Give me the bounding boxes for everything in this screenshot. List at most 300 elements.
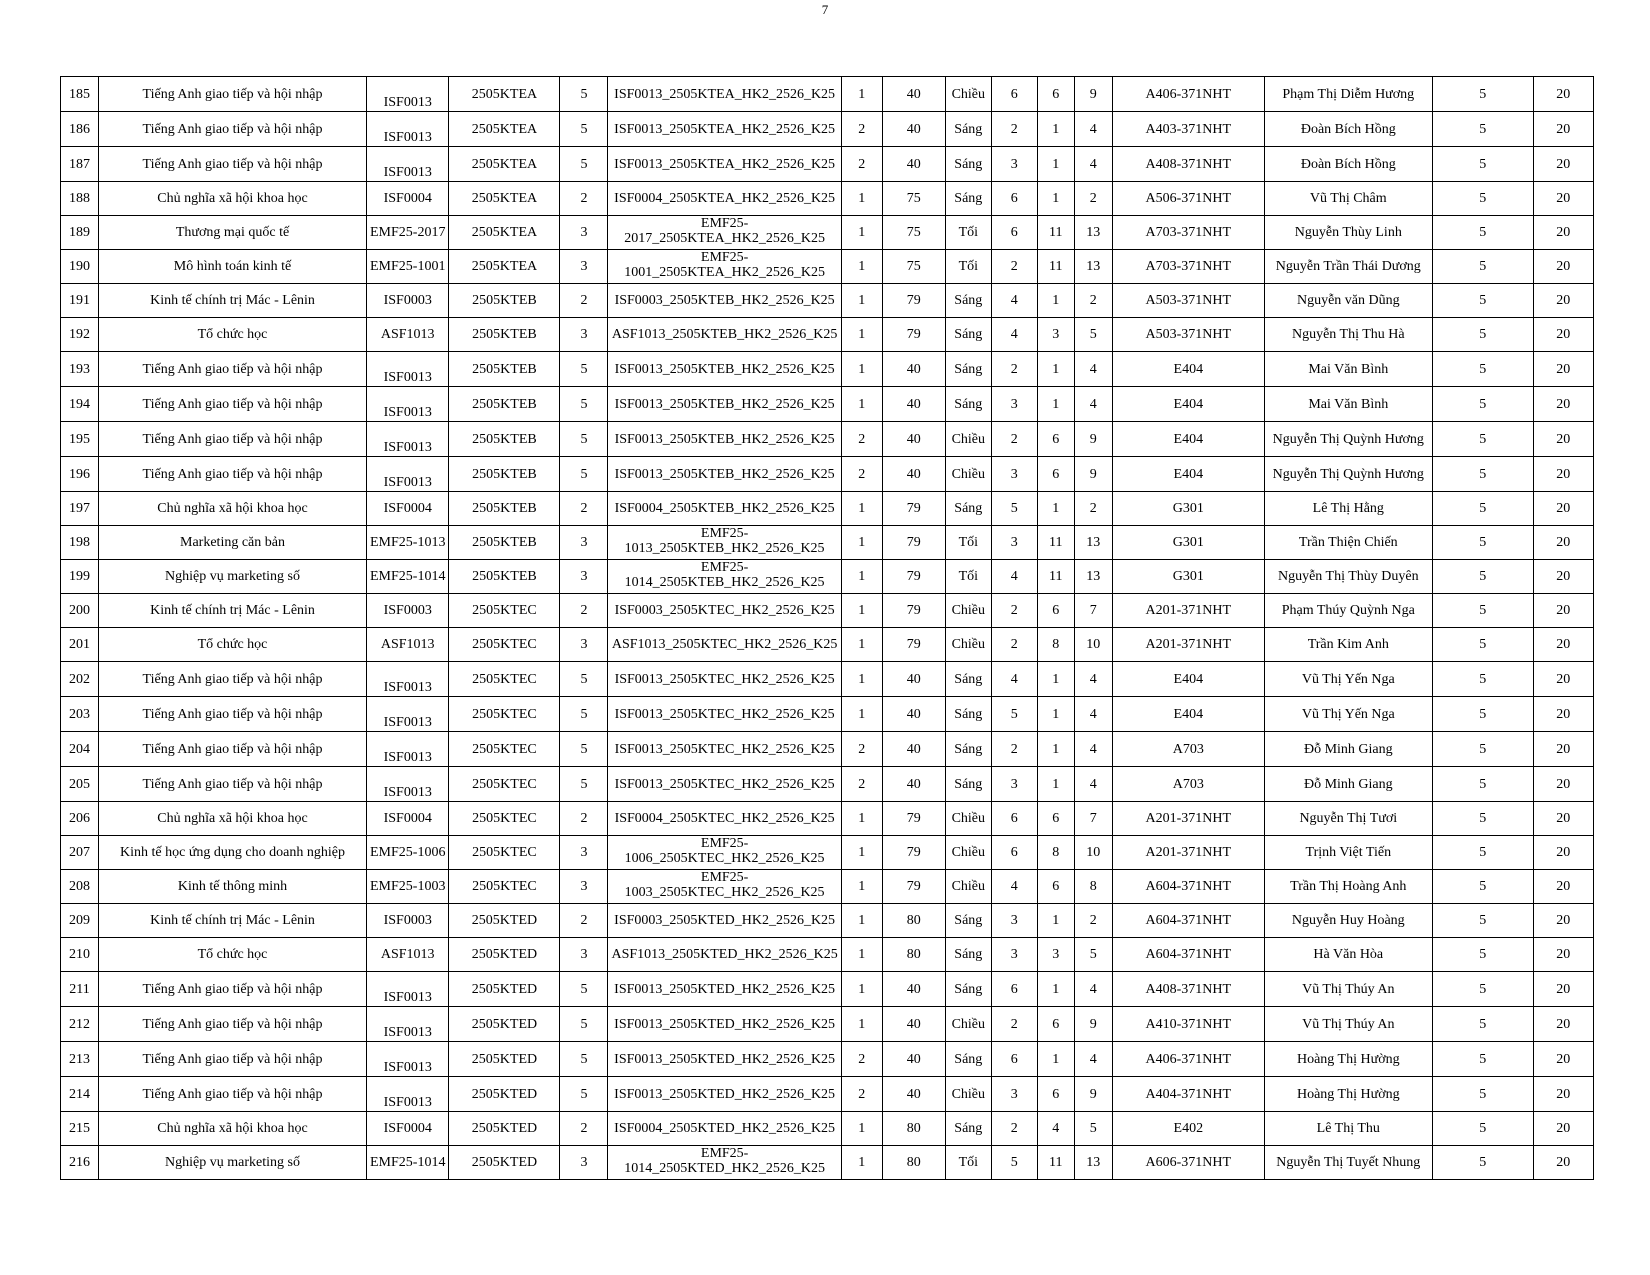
group-cell: 1 bbox=[841, 662, 882, 697]
group-cell: 2 bbox=[841, 422, 882, 457]
row-number-cell: 186 bbox=[61, 112, 99, 147]
group-cell: 1 bbox=[841, 836, 882, 870]
student-count-cell: 40 bbox=[882, 972, 945, 1007]
lecturer-cell: Mai Văn Bình bbox=[1264, 352, 1432, 387]
value-b-cell: 20 bbox=[1533, 1146, 1593, 1180]
credits-cell: 5 bbox=[560, 387, 608, 422]
course-code-cell: ASF1013 bbox=[367, 938, 449, 972]
credits-cell: 3 bbox=[560, 628, 608, 662]
lecturer-cell: Trần Kim Anh bbox=[1264, 628, 1432, 662]
end-period-cell: 2 bbox=[1074, 284, 1112, 318]
value-b-cell: 20 bbox=[1533, 1007, 1593, 1042]
credits-cell: 3 bbox=[560, 1146, 608, 1180]
weekday-cell: 3 bbox=[991, 1077, 1037, 1112]
course-name-cell: Tiếng Anh giao tiếp và hội nhập bbox=[99, 697, 367, 732]
value-b-cell: 20 bbox=[1533, 560, 1593, 594]
value-b-cell: 20 bbox=[1533, 904, 1593, 938]
end-period-cell: 2 bbox=[1074, 904, 1112, 938]
class-id-cell: 2505KTEB bbox=[449, 284, 560, 318]
row-number-cell: 188 bbox=[61, 182, 99, 216]
start-period-cell: 6 bbox=[1037, 594, 1074, 628]
value-b-cell: 20 bbox=[1533, 1112, 1593, 1146]
row-number-cell: 216 bbox=[61, 1146, 99, 1180]
end-period-cell: 9 bbox=[1074, 1077, 1112, 1112]
credits-cell: 2 bbox=[560, 284, 608, 318]
end-period-cell: 10 bbox=[1074, 628, 1112, 662]
credits-cell: 5 bbox=[560, 112, 608, 147]
weekday-cell: 2 bbox=[991, 112, 1037, 147]
row-number-cell: 193 bbox=[61, 352, 99, 387]
credits-cell: 2 bbox=[560, 182, 608, 216]
session-cell: Tối bbox=[945, 526, 991, 560]
group-cell: 1 bbox=[841, 387, 882, 422]
course-code-cell: ISF0013 bbox=[367, 1077, 449, 1112]
group-cell: 1 bbox=[841, 594, 882, 628]
row-number-cell: 200 bbox=[61, 594, 99, 628]
class-section-code-cell: ISF0003_2505KTED_HK2_2526_K25 bbox=[608, 904, 841, 938]
credits-cell: 5 bbox=[560, 352, 608, 387]
course-code-cell: ISF0013 bbox=[367, 662, 449, 697]
value-a-cell: 5 bbox=[1432, 662, 1533, 697]
value-a-cell: 5 bbox=[1432, 870, 1533, 904]
session-cell: Chiều bbox=[945, 836, 991, 870]
session-cell: Sáng bbox=[945, 1112, 991, 1146]
value-a-cell: 5 bbox=[1432, 767, 1533, 802]
session-cell: Chiều bbox=[945, 422, 991, 457]
end-period-cell: 13 bbox=[1074, 560, 1112, 594]
credits-cell: 3 bbox=[560, 870, 608, 904]
class-id-cell: 2505KTEC bbox=[449, 767, 560, 802]
room-cell: A604-371NHT bbox=[1112, 870, 1264, 904]
group-cell: 1 bbox=[841, 938, 882, 972]
table-row bbox=[61, 422, 1594, 457]
lecturer-cell: Trịnh Việt Tiến bbox=[1264, 836, 1432, 870]
table-row bbox=[61, 77, 1594, 112]
value-b-cell: 20 bbox=[1533, 387, 1593, 422]
course-name-cell: Tổ chức học bbox=[99, 318, 367, 352]
start-period-cell: 6 bbox=[1037, 870, 1074, 904]
student-count-cell: 79 bbox=[882, 594, 945, 628]
value-a-cell: 5 bbox=[1432, 1007, 1533, 1042]
class-section-code-cell: EMF25-1001_2505KTEA_HK2_2526_K25 bbox=[608, 250, 841, 284]
course-code-cell: ISF0003 bbox=[367, 904, 449, 938]
table-row bbox=[61, 938, 1594, 972]
table-row bbox=[61, 1077, 1594, 1112]
value-a-cell: 5 bbox=[1432, 422, 1533, 457]
start-period-cell: 3 bbox=[1037, 318, 1074, 352]
end-period-cell: 7 bbox=[1074, 802, 1112, 836]
course-code-cell: ISF0003 bbox=[367, 594, 449, 628]
session-cell: Sáng bbox=[945, 112, 991, 147]
student-count-cell: 80 bbox=[882, 1112, 945, 1146]
value-a-cell: 5 bbox=[1432, 284, 1533, 318]
start-period-cell: 1 bbox=[1037, 1042, 1074, 1077]
value-b-cell: 20 bbox=[1533, 112, 1593, 147]
student-count-cell: 40 bbox=[882, 147, 945, 182]
credits-cell: 5 bbox=[560, 457, 608, 492]
course-name-cell: Tiếng Anh giao tiếp và hội nhập bbox=[99, 767, 367, 802]
end-period-cell: 4 bbox=[1074, 112, 1112, 147]
start-period-cell: 4 bbox=[1037, 1112, 1074, 1146]
credits-cell: 3 bbox=[560, 526, 608, 560]
student-count-cell: 79 bbox=[882, 318, 945, 352]
student-count-cell: 79 bbox=[882, 492, 945, 526]
class-section-code-cell: ISF0004_2505KTEC_HK2_2526_K25 bbox=[608, 802, 841, 836]
weekday-cell: 3 bbox=[991, 387, 1037, 422]
weekday-cell: 6 bbox=[991, 972, 1037, 1007]
class-section-code-cell: ASF1013_2505KTEB_HK2_2526_K25 bbox=[608, 318, 841, 352]
class-section-code-cell: ISF0013_2505KTED_HK2_2526_K25 bbox=[608, 1077, 841, 1112]
lecturer-cell: Đoàn Bích Hồng bbox=[1264, 112, 1432, 147]
course-code-cell: ISF0013 bbox=[367, 1007, 449, 1042]
room-cell: A604-371NHT bbox=[1112, 938, 1264, 972]
end-period-cell: 2 bbox=[1074, 182, 1112, 216]
group-cell: 1 bbox=[841, 216, 882, 250]
course-name-cell: Kinh tế chính trị Mác - Lênin bbox=[99, 904, 367, 938]
class-id-cell: 2505KTED bbox=[449, 938, 560, 972]
course-name-cell: Tiếng Anh giao tiếp và hội nhập bbox=[99, 732, 367, 767]
credits-cell: 3 bbox=[560, 560, 608, 594]
lecturer-cell: Đỗ Minh Giang bbox=[1264, 732, 1432, 767]
course-code-cell: EMF25-2017 bbox=[367, 216, 449, 250]
value-a-cell: 5 bbox=[1432, 1112, 1533, 1146]
value-a-cell: 5 bbox=[1432, 560, 1533, 594]
group-cell: 2 bbox=[841, 147, 882, 182]
start-period-cell: 11 bbox=[1037, 526, 1074, 560]
lecturer-cell: Vũ Thị Châm bbox=[1264, 182, 1432, 216]
course-name-cell: Tiếng Anh giao tiếp và hội nhập bbox=[99, 422, 367, 457]
value-a-cell: 5 bbox=[1432, 526, 1533, 560]
end-period-cell: 4 bbox=[1074, 697, 1112, 732]
student-count-cell: 75 bbox=[882, 182, 945, 216]
group-cell: 2 bbox=[841, 732, 882, 767]
student-count-cell: 80 bbox=[882, 904, 945, 938]
room-cell: A201-371NHT bbox=[1112, 802, 1264, 836]
session-cell: Sáng bbox=[945, 318, 991, 352]
row-number-cell: 191 bbox=[61, 284, 99, 318]
end-period-cell: 13 bbox=[1074, 216, 1112, 250]
class-section-code-cell: EMF25-1014_2505KTEB_HK2_2526_K25 bbox=[608, 560, 841, 594]
value-a-cell: 5 bbox=[1432, 594, 1533, 628]
student-count-cell: 79 bbox=[882, 836, 945, 870]
room-cell: A406-371NHT bbox=[1112, 1042, 1264, 1077]
class-section-code-cell: EMF25-1014_2505KTED_HK2_2526_K25 bbox=[608, 1146, 841, 1180]
course-code-cell: ISF0013 bbox=[367, 387, 449, 422]
table-row bbox=[61, 182, 1594, 216]
end-period-cell: 10 bbox=[1074, 836, 1112, 870]
row-number-cell: 185 bbox=[61, 77, 99, 112]
course-code-cell: ISF0013 bbox=[367, 697, 449, 732]
end-period-cell: 13 bbox=[1074, 526, 1112, 560]
end-period-cell: 9 bbox=[1074, 457, 1112, 492]
room-cell: A703 bbox=[1112, 732, 1264, 767]
group-cell: 1 bbox=[841, 352, 882, 387]
course-code-cell: ISF0013 bbox=[367, 1042, 449, 1077]
credits-cell: 5 bbox=[560, 1077, 608, 1112]
credits-cell: 3 bbox=[560, 250, 608, 284]
row-number-cell: 201 bbox=[61, 628, 99, 662]
value-b-cell: 20 bbox=[1533, 594, 1593, 628]
course-code-cell: EMF25-1014 bbox=[367, 560, 449, 594]
group-cell: 1 bbox=[841, 77, 882, 112]
value-a-cell: 5 bbox=[1432, 697, 1533, 732]
session-cell: Sáng bbox=[945, 387, 991, 422]
row-number-cell: 214 bbox=[61, 1077, 99, 1112]
value-a-cell: 5 bbox=[1432, 802, 1533, 836]
session-cell: Chiều bbox=[945, 77, 991, 112]
end-period-cell: 4 bbox=[1074, 147, 1112, 182]
credits-cell: 2 bbox=[560, 594, 608, 628]
class-section-code-cell: ISF0013_2505KTEB_HK2_2526_K25 bbox=[608, 422, 841, 457]
lecturer-cell: Nguyễn Huy Hoàng bbox=[1264, 904, 1432, 938]
value-a-cell: 5 bbox=[1432, 387, 1533, 422]
course-name-cell: Chủ nghĩa xã hội khoa học bbox=[99, 1112, 367, 1146]
class-section-code-cell: ISF0003_2505KTEB_HK2_2526_K25 bbox=[608, 284, 841, 318]
student-count-cell: 40 bbox=[882, 697, 945, 732]
group-cell: 1 bbox=[841, 1146, 882, 1180]
session-cell: Tối bbox=[945, 560, 991, 594]
table-row bbox=[61, 112, 1594, 147]
lecturer-cell: Lê Thị Hằng bbox=[1264, 492, 1432, 526]
weekday-cell: 4 bbox=[991, 284, 1037, 318]
value-b-cell: 20 bbox=[1533, 182, 1593, 216]
lecturer-cell: Nguyễn Thị Thùy Duyên bbox=[1264, 560, 1432, 594]
group-cell: 1 bbox=[841, 250, 882, 284]
class-id-cell: 2505KTEC bbox=[449, 836, 560, 870]
credits-cell: 5 bbox=[560, 767, 608, 802]
row-number-cell: 196 bbox=[61, 457, 99, 492]
class-id-cell: 2505KTED bbox=[449, 972, 560, 1007]
value-a-cell: 5 bbox=[1432, 318, 1533, 352]
class-id-cell: 2505KTEC bbox=[449, 870, 560, 904]
group-cell: 1 bbox=[841, 972, 882, 1007]
row-number-cell: 211 bbox=[61, 972, 99, 1007]
course-name-cell: Tiếng Anh giao tiếp và hội nhập bbox=[99, 77, 367, 112]
row-number-cell: 208 bbox=[61, 870, 99, 904]
end-period-cell: 13 bbox=[1074, 1146, 1112, 1180]
start-period-cell: 1 bbox=[1037, 767, 1074, 802]
room-cell: A604-371NHT bbox=[1112, 904, 1264, 938]
credits-cell: 5 bbox=[560, 1007, 608, 1042]
weekday-cell: 5 bbox=[991, 697, 1037, 732]
class-section-code-cell: ISF0013_2505KTEB_HK2_2526_K25 bbox=[608, 352, 841, 387]
weekday-cell: 6 bbox=[991, 802, 1037, 836]
course-name-cell: Kinh tế chính trị Mác - Lênin bbox=[99, 594, 367, 628]
value-b-cell: 20 bbox=[1533, 1042, 1593, 1077]
session-cell: Chiều bbox=[945, 802, 991, 836]
group-cell: 1 bbox=[841, 628, 882, 662]
course-name-cell: Chủ nghĩa xã hội khoa học bbox=[99, 182, 367, 216]
table-row bbox=[61, 147, 1594, 182]
table-row bbox=[61, 870, 1594, 904]
start-period-cell: 1 bbox=[1037, 904, 1074, 938]
table-row bbox=[61, 1042, 1594, 1077]
table-row bbox=[61, 836, 1594, 870]
table-row bbox=[61, 628, 1594, 662]
value-a-cell: 5 bbox=[1432, 972, 1533, 1007]
class-id-cell: 2505KTEC bbox=[449, 697, 560, 732]
class-id-cell: 2505KTED bbox=[449, 904, 560, 938]
session-cell: Sáng bbox=[945, 938, 991, 972]
class-id-cell: 2505KTED bbox=[449, 1077, 560, 1112]
end-period-cell: 5 bbox=[1074, 318, 1112, 352]
course-name-cell: Thương mại quốc tế bbox=[99, 216, 367, 250]
student-count-cell: 40 bbox=[882, 77, 945, 112]
credits-cell: 5 bbox=[560, 697, 608, 732]
credits-cell: 2 bbox=[560, 1112, 608, 1146]
start-period-cell: 11 bbox=[1037, 216, 1074, 250]
end-period-cell: 9 bbox=[1074, 1007, 1112, 1042]
end-period-cell: 4 bbox=[1074, 662, 1112, 697]
room-cell: G301 bbox=[1112, 526, 1264, 560]
group-cell: 1 bbox=[841, 182, 882, 216]
room-cell: A410-371NHT bbox=[1112, 1007, 1264, 1042]
room-cell: A201-371NHT bbox=[1112, 594, 1264, 628]
row-number-cell: 197 bbox=[61, 492, 99, 526]
weekday-cell: 4 bbox=[991, 662, 1037, 697]
row-number-cell: 204 bbox=[61, 732, 99, 767]
student-count-cell: 40 bbox=[882, 387, 945, 422]
lecturer-cell: Mai Văn Bình bbox=[1264, 387, 1432, 422]
credits-cell: 5 bbox=[560, 972, 608, 1007]
row-number-cell: 192 bbox=[61, 318, 99, 352]
class-section-code-cell: EMF25-2017_2505KTEA_HK2_2526_K25 bbox=[608, 216, 841, 250]
lecturer-cell: Hoàng Thị Hường bbox=[1264, 1077, 1432, 1112]
credits-cell: 5 bbox=[560, 1042, 608, 1077]
session-cell: Sáng bbox=[945, 697, 991, 732]
room-cell: A406-371NHT bbox=[1112, 77, 1264, 112]
course-name-cell: Kinh tế thông minh bbox=[99, 870, 367, 904]
row-number-cell: 189 bbox=[61, 216, 99, 250]
room-cell: A408-371NHT bbox=[1112, 972, 1264, 1007]
end-period-cell: 9 bbox=[1074, 77, 1112, 112]
course-code-cell: ISF0013 bbox=[367, 77, 449, 112]
session-cell: Sáng bbox=[945, 767, 991, 802]
weekday-cell: 5 bbox=[991, 492, 1037, 526]
start-period-cell: 1 bbox=[1037, 697, 1074, 732]
weekday-cell: 6 bbox=[991, 77, 1037, 112]
session-cell: Sáng bbox=[945, 352, 991, 387]
lecturer-cell: Nguyễn Thị Tuyết Nhung bbox=[1264, 1146, 1432, 1180]
start-period-cell: 11 bbox=[1037, 250, 1074, 284]
course-name-cell: Chủ nghĩa xã hội khoa học bbox=[99, 802, 367, 836]
session-cell: Sáng bbox=[945, 147, 991, 182]
end-period-cell: 4 bbox=[1074, 352, 1112, 387]
end-period-cell: 4 bbox=[1074, 972, 1112, 1007]
table-row bbox=[61, 250, 1594, 284]
group-cell: 2 bbox=[841, 767, 882, 802]
session-cell: Chiều bbox=[945, 1007, 991, 1042]
value-a-cell: 5 bbox=[1432, 216, 1533, 250]
value-b-cell: 20 bbox=[1533, 767, 1593, 802]
room-cell: E404 bbox=[1112, 662, 1264, 697]
class-id-cell: 2505KTEB bbox=[449, 318, 560, 352]
class-id-cell: 2505KTEB bbox=[449, 526, 560, 560]
start-period-cell: 8 bbox=[1037, 628, 1074, 662]
session-cell: Sáng bbox=[945, 284, 991, 318]
student-count-cell: 40 bbox=[882, 732, 945, 767]
class-id-cell: 2505KTEB bbox=[449, 457, 560, 492]
table-row bbox=[61, 560, 1594, 594]
value-b-cell: 20 bbox=[1533, 250, 1593, 284]
start-period-cell: 1 bbox=[1037, 732, 1074, 767]
course-code-cell: ASF1013 bbox=[367, 628, 449, 662]
credits-cell: 2 bbox=[560, 802, 608, 836]
session-cell: Chiều bbox=[945, 870, 991, 904]
course-code-cell: ISF0013 bbox=[367, 972, 449, 1007]
lecturer-cell: Nguyễn văn Dũng bbox=[1264, 284, 1432, 318]
end-period-cell: 5 bbox=[1074, 938, 1112, 972]
room-cell: E404 bbox=[1112, 387, 1264, 422]
end-period-cell: 2 bbox=[1074, 492, 1112, 526]
student-count-cell: 79 bbox=[882, 560, 945, 594]
weekday-cell: 3 bbox=[991, 526, 1037, 560]
lecturer-cell: Trần Thị Hoàng Anh bbox=[1264, 870, 1432, 904]
table-row bbox=[61, 216, 1594, 250]
value-b-cell: 20 bbox=[1533, 526, 1593, 560]
student-count-cell: 40 bbox=[882, 767, 945, 802]
row-number-cell: 207 bbox=[61, 836, 99, 870]
lecturer-cell: Vũ Thị Yến Nga bbox=[1264, 697, 1432, 732]
value-b-cell: 20 bbox=[1533, 147, 1593, 182]
start-period-cell: 1 bbox=[1037, 182, 1074, 216]
start-period-cell: 1 bbox=[1037, 147, 1074, 182]
course-name-cell: Tiếng Anh giao tiếp và hội nhập bbox=[99, 1007, 367, 1042]
credits-cell: 5 bbox=[560, 422, 608, 457]
value-a-cell: 5 bbox=[1432, 147, 1533, 182]
credits-cell: 3 bbox=[560, 938, 608, 972]
course-name-cell: Kinh tế chính trị Mác - Lênin bbox=[99, 284, 367, 318]
class-id-cell: 2505KTEA bbox=[449, 147, 560, 182]
start-period-cell: 11 bbox=[1037, 1146, 1074, 1180]
class-section-code-cell: ISF0004_2505KTEB_HK2_2526_K25 bbox=[608, 492, 841, 526]
table-row bbox=[61, 972, 1594, 1007]
session-cell: Tối bbox=[945, 1146, 991, 1180]
lecturer-cell: Nguyễn Trần Thái Dương bbox=[1264, 250, 1432, 284]
end-period-cell: 4 bbox=[1074, 387, 1112, 422]
class-section-code-cell: ISF0013_2505KTED_HK2_2526_K25 bbox=[608, 972, 841, 1007]
course-schedule-table bbox=[60, 76, 1594, 1180]
class-section-code-cell: ISF0013_2505KTED_HK2_2526_K25 bbox=[608, 1042, 841, 1077]
session-cell: Sáng bbox=[945, 1042, 991, 1077]
credits-cell: 5 bbox=[560, 77, 608, 112]
room-cell: A503-371NHT bbox=[1112, 284, 1264, 318]
weekday-cell: 2 bbox=[991, 594, 1037, 628]
value-b-cell: 20 bbox=[1533, 77, 1593, 112]
group-cell: 1 bbox=[841, 802, 882, 836]
course-code-cell: ASF1013 bbox=[367, 318, 449, 352]
course-code-cell: ISF0013 bbox=[367, 767, 449, 802]
row-number-cell: 203 bbox=[61, 697, 99, 732]
course-code-cell: ISF0013 bbox=[367, 112, 449, 147]
class-id-cell: 2505KTEA bbox=[449, 77, 560, 112]
class-id-cell: 2505KTED bbox=[449, 1042, 560, 1077]
class-section-code-cell: ISF0013_2505KTEC_HK2_2526_K25 bbox=[608, 697, 841, 732]
weekday-cell: 3 bbox=[991, 904, 1037, 938]
credits-cell: 2 bbox=[560, 492, 608, 526]
weekday-cell: 6 bbox=[991, 1042, 1037, 1077]
value-b-cell: 20 bbox=[1533, 492, 1593, 526]
group-cell: 1 bbox=[841, 560, 882, 594]
value-b-cell: 20 bbox=[1533, 1077, 1593, 1112]
room-cell: A408-371NHT bbox=[1112, 147, 1264, 182]
table-row bbox=[61, 492, 1594, 526]
row-number-cell: 199 bbox=[61, 560, 99, 594]
row-number-cell: 212 bbox=[61, 1007, 99, 1042]
session-cell: Sáng bbox=[945, 182, 991, 216]
course-name-cell: Tiếng Anh giao tiếp và hội nhập bbox=[99, 972, 367, 1007]
group-cell: 2 bbox=[841, 457, 882, 492]
